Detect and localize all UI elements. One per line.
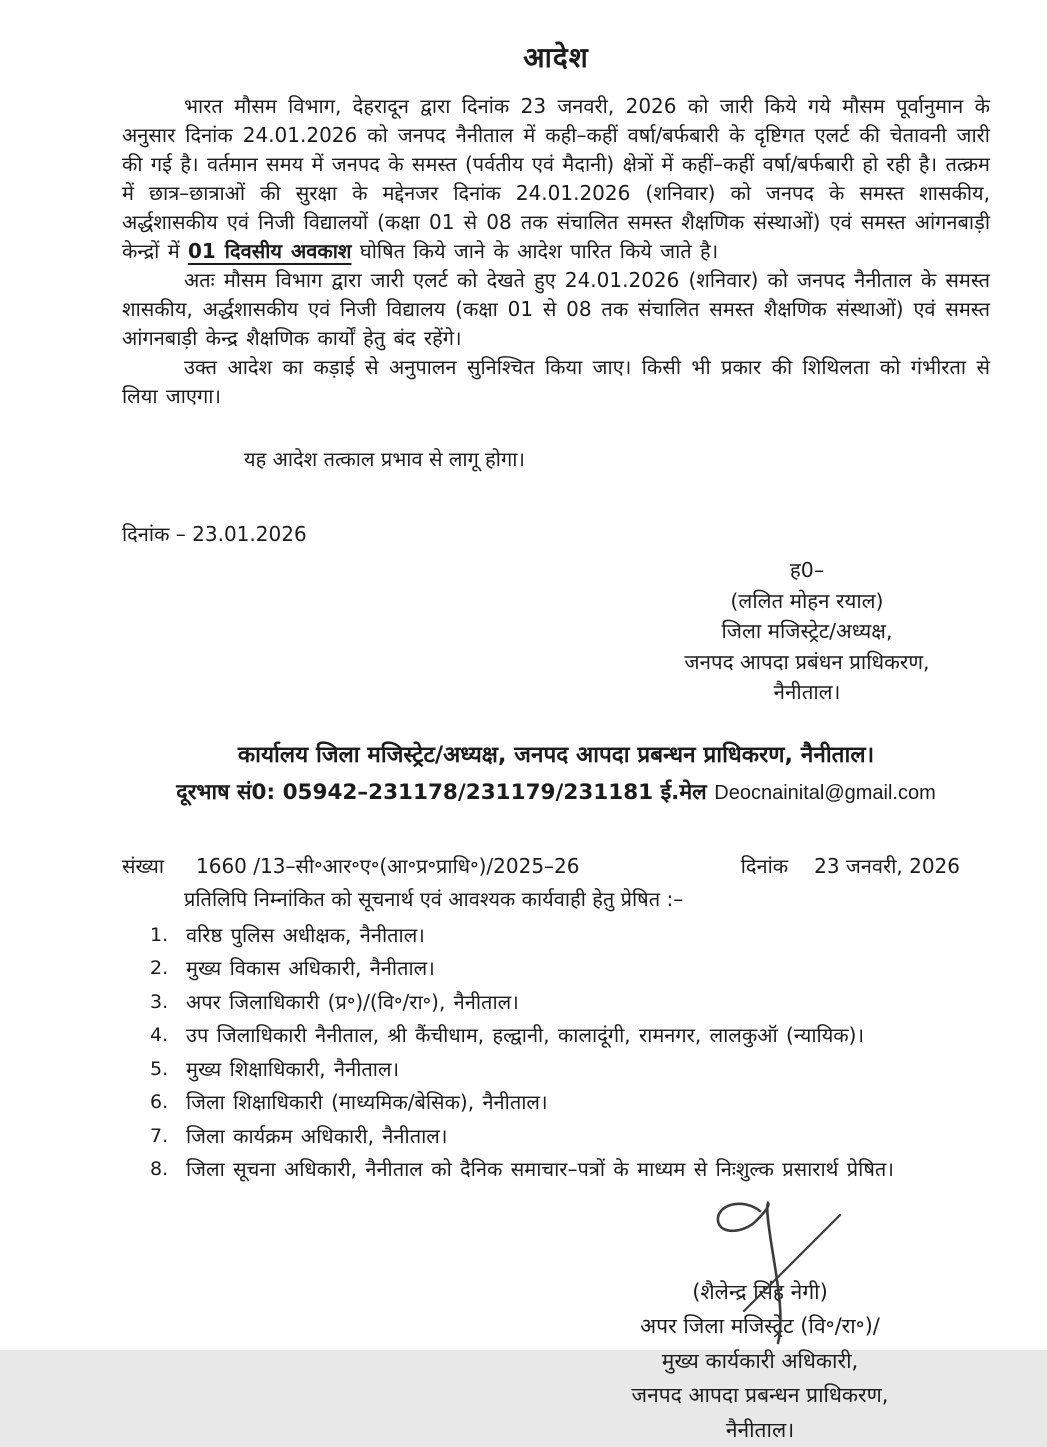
- item-number: 6.: [150, 1086, 186, 1120]
- item-number: 5.: [150, 1053, 186, 1087]
- sd-mark: ह0–: [642, 555, 972, 586]
- distribution-item: [150, 1086, 990, 1120]
- signatory-authority: जनपद आपदा प्रबंधन प्राधिकरण,: [642, 647, 972, 678]
- item-text: वरिष्ठ पुलिस अधीक्षक, नैनीताल।: [186, 919, 425, 953]
- distribution-item: [150, 952, 990, 986]
- office-contact-line: [122, 776, 990, 810]
- distribution-list: [122, 919, 990, 1187]
- item-text: जिला कार्यक्रम अधिकारी, नैनीताल।: [186, 1120, 447, 1154]
- item-text: मुख्य विकास अधिकारी, नैनीताल।: [186, 952, 435, 986]
- item-number: 2.: [150, 952, 186, 986]
- distribution-intro-line: प्रतिलिपि निम्नांकित को सूचनार्थ एवं आवश्यक कार्यवाही हेतु प्रेषित :–: [122, 884, 990, 915]
- item-text: उप जिलाधिकारी नैनीताल, श्री कैंचीधाम, हल्द्वानी, कालादूंगी, रामनगर, लालकुऑ (न्यायिक)।: [186, 1019, 864, 1053]
- signatory-authority: जनपद आपदा प्रबन्धन प्राधिकरण,: [580, 1378, 940, 1413]
- paragraph-1-text: भारत मौसम विभाग, देहरादून द्वारा दिनांक 23 जनवरी, 2026 को जारी किये गये मौसम पूर्वानुमान के अनुसार दिनांक 24.01.2026 को जनपद नैनीताल में कही–कहीं वर्षा/बर्फबारी के दृष्टिगत एलर्ट की चेतावनी जारी की गई है। वर्तमान समय में जनपद के समस्त (पर्वतीय एवं मैदानी) क्षेत्रों में कहीं–कहीं वर्षा/बर्फबारी हो रही है। तत्क्रम में छात्र–छात्राओं की सुरक्षा के मद्देनजर दिनांक 24.01.2026 (शनिवार) को जनपद के समस्त शासकीय, अर्द्धशासकीय एवं निजी विद्यालयों (कक्षा 01 से 08 तक संचालित समस्त शैक्षणिक संस्थाओं) एवं समस्त आंगनबाड़ी केन्द्रों में: [122, 94, 990, 263]
- signatory-designation: जिला मजिस्ट्रेट/अध्यक्ष,: [642, 616, 972, 647]
- distribution-item: [150, 1053, 990, 1087]
- distribution-item: [150, 986, 990, 1020]
- signatory-place: नैनीताल।: [642, 677, 972, 708]
- signatory-place: नैनीताल।: [580, 1413, 940, 1447]
- signatory-block-additional-dm: [580, 1275, 940, 1447]
- effective-immediately-line: यह आदेश तत्काल प्रभाव से लागू होगा।: [122, 445, 990, 474]
- signatory-designation-1: अपर जिला मजिस्ट्रेट (वि॰/रा॰)/: [580, 1309, 940, 1344]
- signatory-designation-2: मुख्य कार्यकारी अधिकारी,: [580, 1344, 940, 1379]
- distribution-item: [150, 1120, 990, 1154]
- order-paragraph-2: अतः मौसम विभाग द्वारा जारी एलर्ट को देखते हुए 24.01.2026 (शनिवार) को जनपद नैनीताल के समस्त शासकीय, अर्द्धशासकीय एवं निजी विद्यालय (कक्षा 01 से 08 तक संचालित समस्त शैक्षणिक संस्थाओं) एवं समस्त आंगनबाड़ी केन्द्र शैक्षणिक कार्यों हेतु बंद रहेंगे।: [122, 266, 990, 353]
- distribution-item: [150, 1153, 990, 1187]
- item-number: 4.: [150, 1019, 186, 1053]
- item-text: मुख्य शिक्षाधिकारी, नैनीताल।: [186, 1053, 399, 1087]
- ref-date-label: दिनांक: [741, 852, 788, 881]
- reference-number-line: [122, 852, 990, 881]
- phone-numbers: दूरभाष सं0: 05942–231178/231179/231181 ई.मेल: [176, 780, 707, 805]
- page-title: आदेश: [122, 38, 990, 76]
- item-number: 8.: [150, 1153, 186, 1187]
- office-email: Deocnainital@gmail.com: [714, 782, 936, 804]
- office-header-line: कार्यालय जिला मजिस्ट्रेट/अध्यक्ष, जनपद आपदा प्रबन्धन प्राधिकरण, नैनीताल।: [122, 738, 990, 772]
- distribution-item: [150, 919, 990, 953]
- paragraph-1-tail: घोषित किये जाने के आदेश पारित किये जाते है।: [352, 239, 719, 263]
- order-paragraph-3: उक्त आदेश का कड़ाई से अनुपालन सुनिश्चित किया जाए। किसी भी प्रकार की शिथिलता को गंभीरता से लिया जाएगा।: [122, 353, 990, 411]
- item-text: अपर जिलाधिकारी (प्र॰)/(वि॰/रा॰), नैनीताल।: [186, 986, 519, 1020]
- item-number: 1.: [150, 919, 186, 953]
- order-paragraph-1: [122, 92, 990, 266]
- ref-date-value: 23 जनवरी, 2026: [814, 852, 960, 881]
- office-letterhead: [122, 738, 990, 810]
- order-date-line: दिनांक – 23.01.2026: [122, 520, 990, 549]
- item-number: 3.: [150, 986, 186, 1020]
- item-number: 7.: [150, 1120, 186, 1154]
- holiday-underlined-text: 01 दिवसीय अवकाश: [188, 239, 352, 263]
- ref-number: 1660 /13–सी॰आर॰ए॰(आ॰प्र॰प्राधि॰)/2025–26: [196, 852, 580, 881]
- ref-label: संख्या: [122, 852, 164, 881]
- signatory-name: (ललित मोहन रयाल): [642, 586, 972, 617]
- signatory-name: (शैलेन्द्र सिंह नेगी): [580, 1275, 940, 1310]
- distribution-item: [150, 1019, 990, 1053]
- signatory-block-district-magistrate: [642, 555, 972, 708]
- signatory-block-additional-dm-wrap: [580, 1275, 940, 1447]
- item-text: जिला सूचना अधिकारी, नैनीताल को दैनिक समाचार–पत्रों के माध्यम से निःशुल्क प्रसारार्थ प्रेषित।: [186, 1153, 894, 1187]
- item-text: जिला शिक्षाधिकारी (माध्यमिक/बेसिक), नैनीताल।: [186, 1086, 548, 1120]
